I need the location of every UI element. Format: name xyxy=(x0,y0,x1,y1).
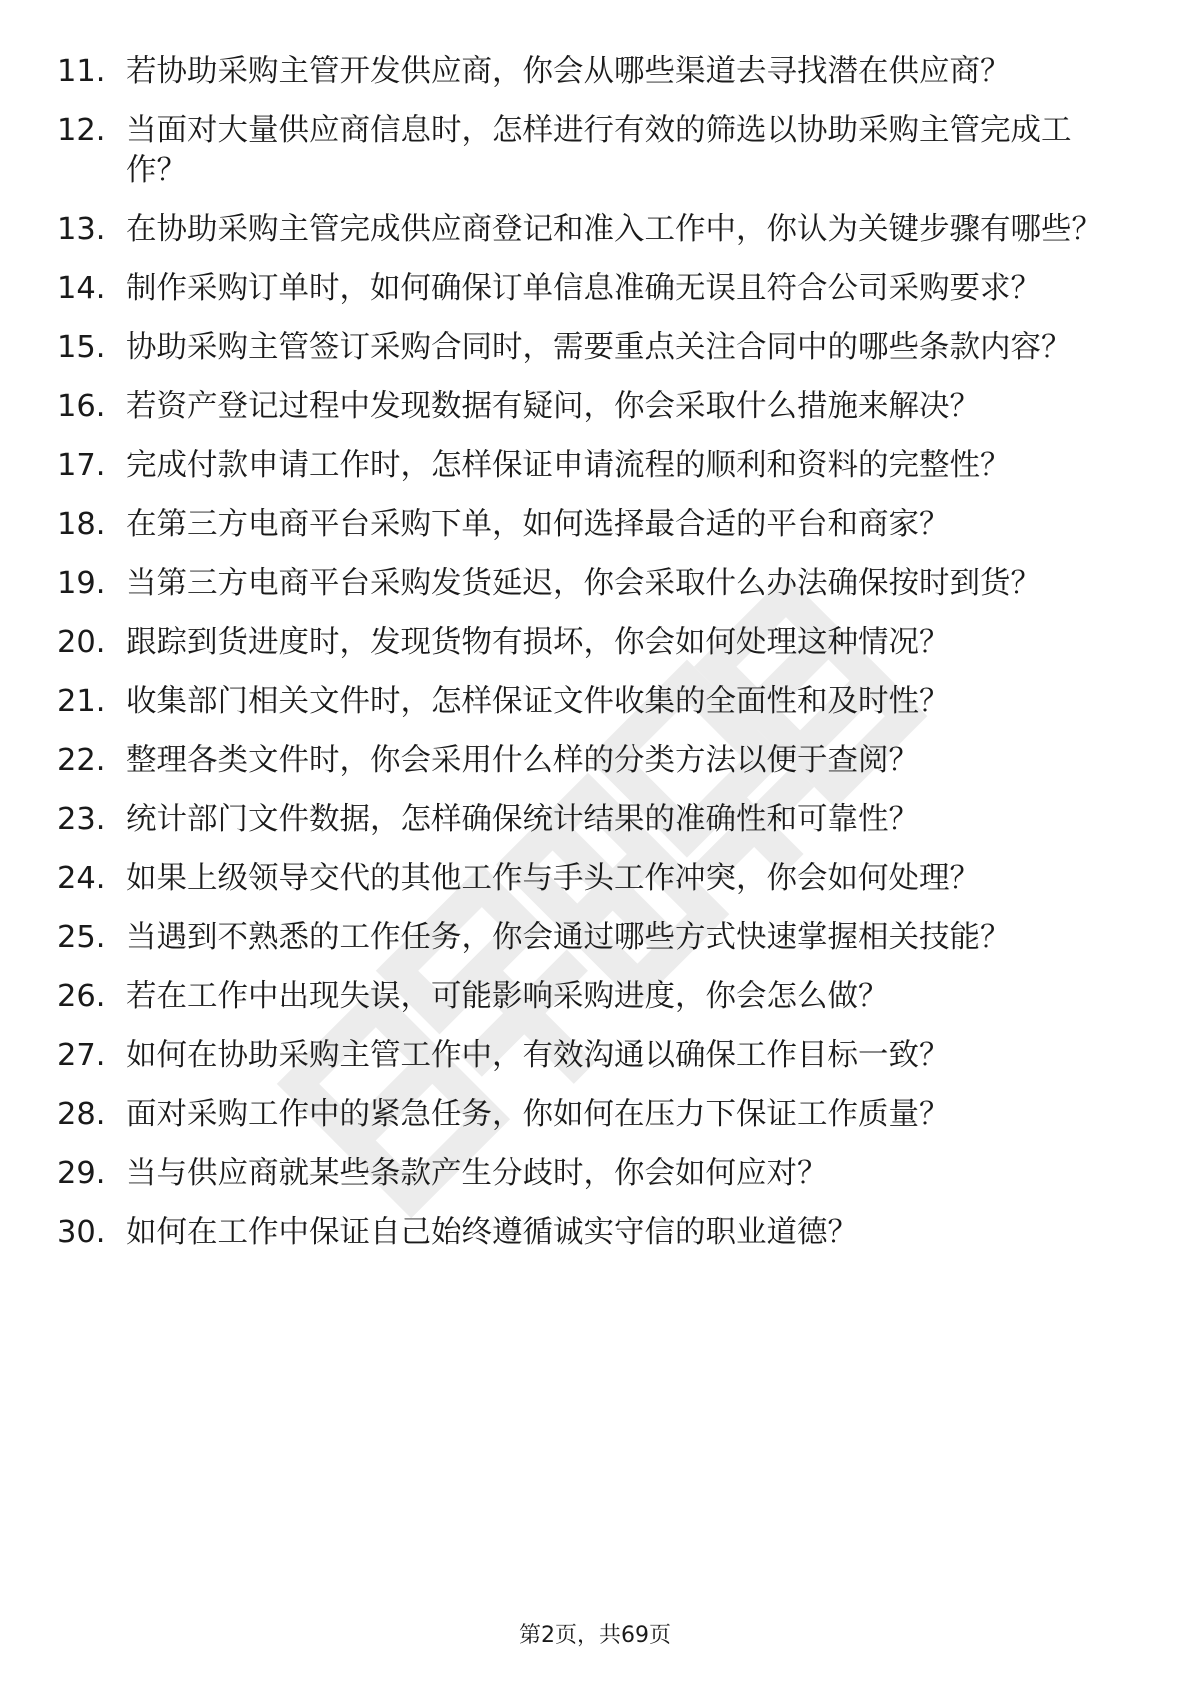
question-item xyxy=(0,1095,1106,1135)
question-text: 当遇到不熟悉的工作任务，你会通过哪些方式快速掌握相关技能？ xyxy=(126,920,1011,955)
question-number: 27. xyxy=(57,1038,106,1073)
question-text: 若在工作中出现失误，可能影响采购进度，你会怎么做？ xyxy=(126,979,889,1014)
question-text: 协助采购主管签订采购合同时，需要重点关注合同中的哪些条款内容？ xyxy=(126,330,1072,365)
question-item xyxy=(0,1154,1106,1194)
question-number: 17. xyxy=(57,448,106,483)
question-text: 如何在协助采购主管工作中，有效沟通以确保工作目标一致？ xyxy=(126,1038,950,1073)
question-number: 14. xyxy=(57,271,106,306)
question-text: 若协助采购主管开发供应商，你会从哪些渠道去寻找潜在供应商？ xyxy=(126,54,1011,89)
question-item xyxy=(0,210,1106,250)
question-item xyxy=(0,977,1106,1017)
question-item xyxy=(0,505,1106,545)
question-number: 26. xyxy=(57,979,106,1014)
question-item xyxy=(0,1213,1106,1253)
question-number: 25. xyxy=(57,920,106,955)
question-item xyxy=(0,741,1106,781)
question-text: 当面对大量供应商信息时，怎样进行有效的筛选以协助采购主管完成工作？ xyxy=(126,113,1072,188)
question-item xyxy=(0,269,1106,309)
question-number: 15. xyxy=(57,330,106,365)
question-item xyxy=(0,328,1106,368)
question-number: 22. xyxy=(57,743,106,778)
question-item xyxy=(0,564,1106,604)
question-number: 24. xyxy=(57,861,106,896)
question-item xyxy=(0,52,1106,92)
question-item xyxy=(0,682,1106,722)
question-number: 29. xyxy=(57,1156,106,1191)
question-number: 12. xyxy=(57,113,106,148)
question-item xyxy=(0,387,1106,427)
question-text: 如何在工作中保证自己始终遵循诚实守信的职业道德？ xyxy=(126,1215,858,1250)
question-number: 28. xyxy=(57,1097,106,1132)
question-list xyxy=(0,52,1190,1272)
question-text: 统计部门文件数据，怎样确保统计结果的准确性和可靠性？ xyxy=(126,802,919,837)
question-item xyxy=(0,918,1106,958)
question-text: 收集部门相关文件时，怎样保证文件收集的全面性和及时性？ xyxy=(126,684,950,719)
question-number: 16. xyxy=(57,389,106,424)
question-text: 面对采购工作中的紧急任务，你如何在压力下保证工作质量？ xyxy=(126,1097,950,1132)
question-item xyxy=(0,111,1106,191)
question-number: 20. xyxy=(57,625,106,660)
question-text: 若资产登记过程中发现数据有疑问，你会采取什么措施来解决？ xyxy=(126,389,980,424)
page-footer: 第2页，共69页 xyxy=(519,1623,671,1648)
question-text: 如果上级领导交代的其他工作与手头工作冲突，你会如何处理？ xyxy=(126,861,980,896)
question-text: 制作采购订单时，如何确保订单信息准确无误且符合公司采购要求？ xyxy=(126,271,1041,306)
question-number: 30. xyxy=(57,1215,106,1250)
question-item xyxy=(0,800,1106,840)
question-text: 跟踪到货进度时，发现货物有损坏，你会如何处理这种情况？ xyxy=(126,625,950,660)
question-number: 23. xyxy=(57,802,106,837)
question-number: 19. xyxy=(57,566,106,601)
question-number: 21. xyxy=(57,684,106,719)
question-text: 整理各类文件时，你会采用什么样的分类方法以便于查阅？ xyxy=(126,743,919,778)
question-text: 当与供应商就某些条款产生分歧时，你会如何应对？ xyxy=(126,1156,828,1191)
question-item xyxy=(0,446,1106,486)
question-text: 在协助采购主管完成供应商登记和准入工作中，你认为关键步骤有哪些？ xyxy=(126,212,1102,247)
question-number: 18. xyxy=(57,507,106,542)
question-item xyxy=(0,1036,1106,1076)
question-text: 当第三方电商平台采购发货延迟，你会采取什么办法确保按时到货？ xyxy=(126,566,1041,601)
question-text: 完成付款申请工作时，怎样保证申请流程的顺利和资料的完整性？ xyxy=(126,448,1011,483)
question-text: 在第三方电商平台采购下单，如何选择最合适的平台和商家？ xyxy=(126,507,950,542)
question-item xyxy=(0,623,1106,663)
question-number: 11. xyxy=(57,54,106,89)
question-number: 13. xyxy=(57,212,106,247)
question-item xyxy=(0,859,1106,899)
